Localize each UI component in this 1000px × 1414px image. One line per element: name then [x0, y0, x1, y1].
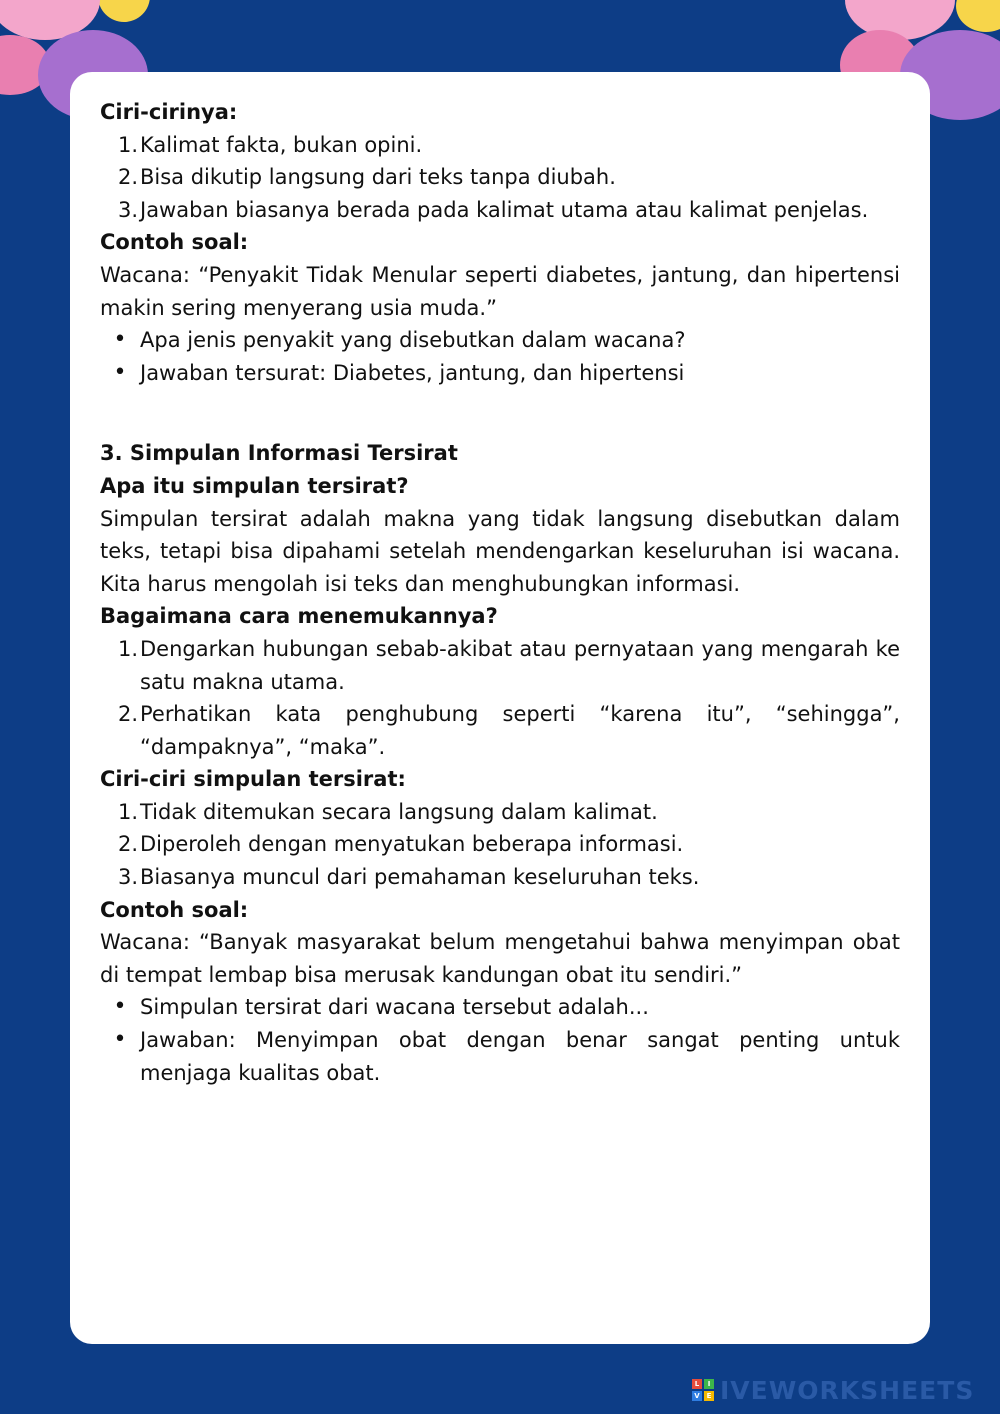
bullet-icon: • [113, 1027, 127, 1053]
section-title: 3. Simpulan Informasi Tersirat [100, 441, 458, 466]
list-item-text: Dengarkan hubungan sebab-akibat atau pernyataan yang mengarah ke satu makna utama. [140, 636, 900, 694]
decor-circle-yellow-left [98, 0, 150, 22]
bullet-item [100, 991, 900, 1024]
ciri-heading: Ciri-cirinya: [100, 100, 238, 124]
bullet-item [100, 324, 900, 357]
apa-text: Simpulan tersirat adalah makna yang tidak langsung disebutkan dalam teks, tetapi bisa dipahami setelah mendengarkan keseluruhan isi wacana. Kita harus mengolah isi teks dan menghubungkan informasi. [100, 506, 900, 596]
list-number: 2. [117, 832, 138, 857]
list-item [100, 129, 900, 162]
wacana-text: Wacana: “Penyakit Tidak Menular seperti diabetes, jantung, dan hipertensi makin sering menyerang usia muda.” [100, 262, 900, 320]
list-number: 1. [117, 132, 138, 157]
list-item-text: Bisa dikutip langsung dari teks tanpa diubah. [140, 165, 616, 190]
bullet-item [100, 357, 900, 390]
list-number: 1. [117, 799, 138, 824]
ciri-simpulan-heading: Ciri-ciri simpulan tersirat: [100, 767, 406, 792]
logo-letter: L [692, 1379, 702, 1389]
list-number: 3. [117, 865, 138, 890]
list-item-text: Diperoleh dengan menyatukan beberapa informasi. [140, 832, 684, 857]
list-item-text: Biasanya muncul dari pemahaman keseluruhan teks. [140, 865, 700, 890]
list-number: 2. [117, 165, 138, 190]
bullet-icon: • [113, 994, 127, 1020]
bullet-text: Jawaban: Menyimpan obat dengan benar sangat penting untuk menjaga kualitas obat. [140, 1028, 900, 1085]
list-item [100, 861, 900, 894]
document-content [100, 96, 900, 1089]
list-item [100, 194, 900, 227]
bullet-item [100, 1024, 900, 1089]
apa-heading: Apa itu simpulan tersirat? [100, 473, 409, 498]
section-gap [100, 389, 900, 437]
bullet-text: Simpulan tersirat dari wacana tersebut adalah... [140, 995, 649, 1020]
list-number: 3. [117, 197, 138, 222]
logo-letter: E [704, 1391, 714, 1401]
bullet-icon: • [113, 359, 127, 385]
logo-letter: I [704, 1379, 714, 1389]
bullet-text: Jawaban tersurat: Diabetes, jantung, dan hipertensi [140, 360, 685, 385]
list-item-text: Jawaban biasanya berada pada kalimat utama atau kalimat penjelas. [140, 197, 869, 222]
list-item [100, 828, 900, 861]
list-item-text: Perhatikan kata penghubung seperti “karena itu”, “sehingga”, “dampaknya”, “maka”. [140, 702, 900, 759]
wacana-text: Wacana: “Banyak masyarakat belum mengetahui bahwa menyimpan obat di tempat lembap bisa merusak kandungan obat itu sendiri.” [100, 930, 900, 987]
list-item-text: Tidak ditemukan secara langsung dalam kalimat. [140, 799, 658, 824]
list-number: 1. [117, 636, 138, 661]
list-item [100, 161, 900, 194]
cara-heading: Bagaimana cara menemukannya? [100, 604, 498, 629]
liveworksheets-logo [692, 1376, 992, 1404]
logo-letter: V [692, 1391, 702, 1401]
logo-text: IVEWORKSHEETS [720, 1375, 975, 1405]
list-number: 2. [117, 702, 138, 727]
contoh-heading: Contoh soal: [100, 897, 249, 922]
list-item [100, 698, 900, 763]
logo-mark-icon [692, 1379, 714, 1401]
bullet-icon: • [113, 327, 127, 353]
contoh-heading: Contoh soal: [100, 230, 249, 255]
list-item-text: Kalimat fakta, bukan opini. [140, 132, 423, 157]
bullet-text: Apa jenis penyakit yang disebutkan dalam wacana? [140, 328, 686, 353]
list-item [100, 633, 900, 698]
list-item [100, 796, 900, 829]
decor-circle-yellow-right [956, 0, 1000, 32]
